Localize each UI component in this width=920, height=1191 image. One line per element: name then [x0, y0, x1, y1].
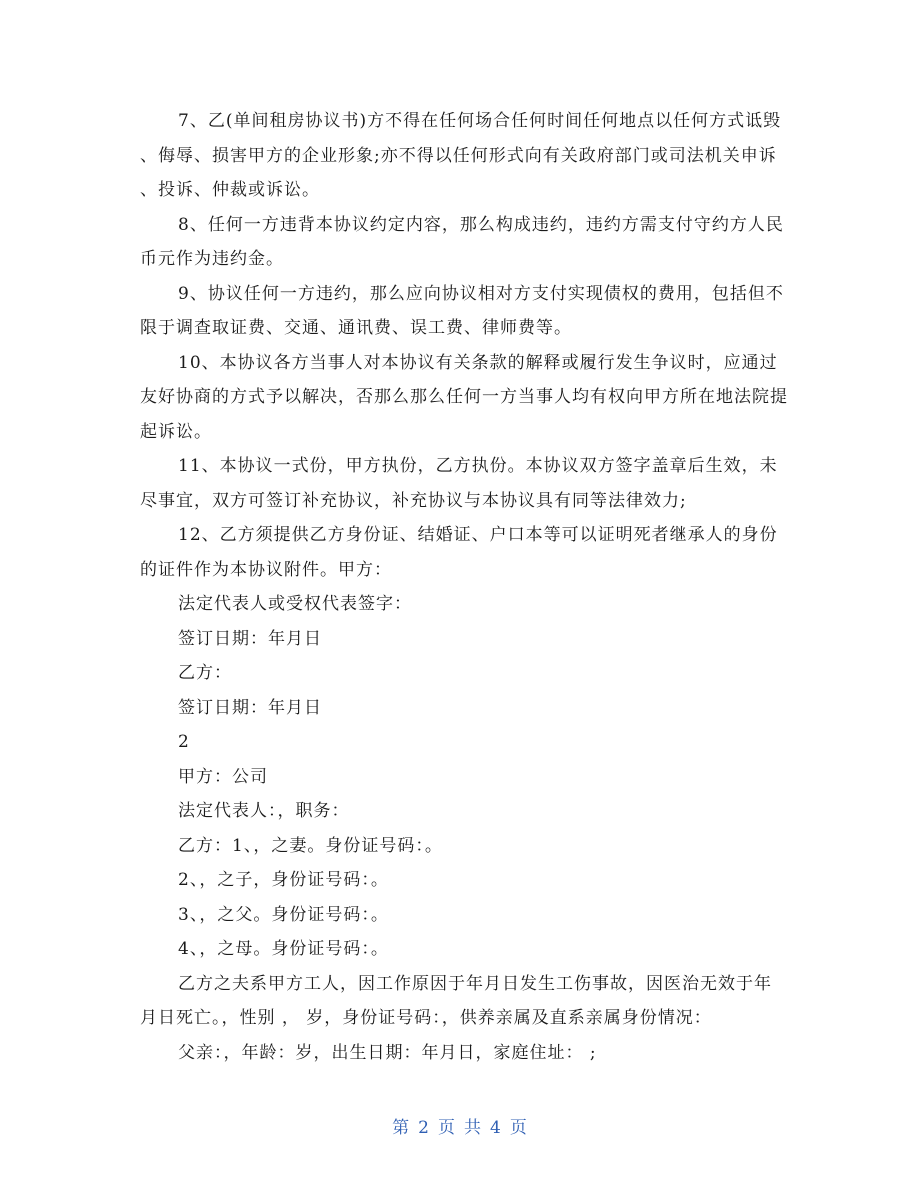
text-line: 甲方：公司 — [178, 766, 268, 787]
footer-label-total: 共 — [464, 1118, 482, 1138]
text-line: 签订日期：年月日 — [178, 628, 322, 649]
text-line: 2、，之子，身份证号码：。 — [178, 870, 389, 890]
text-line: 9、协议任何一方违约，那么应向协议相对方支付实现债权的费用，包括但不 — [178, 283, 784, 304]
footer-current-page: 2 — [418, 1118, 430, 1138]
footer-label-total-unit: 页 — [509, 1118, 528, 1138]
page-footer — [0, 1113, 920, 1138]
text-line: 4、，之母。身份证号码：。 — [178, 939, 389, 959]
text-line: 12、乙方须提供乙方身份证、结婚证、户口本等可以证明死者继承人的身份 — [178, 525, 778, 545]
text-line: 法定代表人：，职务： — [178, 801, 350, 821]
text-line: 8、任何一方违背本协议约定内容，那么构成违约，违约方需支付守约方人民 — [178, 214, 784, 235]
document-body — [140, 104, 800, 1070]
text-line: 7、乙(单间租房协议书)方不得在任何场合任何时间任何地点以任何方式诋毁 — [178, 111, 782, 131]
footer-label-page-unit: 页 — [438, 1118, 456, 1138]
text-line: 法定代表人或受权代表签字： — [178, 594, 412, 614]
text-line: 起诉讼。 — [140, 421, 212, 442]
text-line: 币元作为违约金。 — [140, 249, 284, 269]
text-line: 乙方之夫系甲方工人，因工作原因于年月日发生工伤事故，因医治无效于年 — [178, 973, 772, 994]
text-line: 、投诉、仲裁或诉讼。 — [140, 180, 320, 200]
text-line: 11、本协议一式份，甲方执份，乙方执份。本协议双方签字盖章后生效，未 — [178, 456, 778, 476]
text-line: 、侮辱、损害甲方的企业形象;亦不得以任何形式向有关政府部门或司法机关申诉 — [140, 145, 777, 166]
text-line: 的证件作为本协议附件。甲方： — [140, 559, 392, 580]
text-line: 月日死亡。，性别 ， 岁，身份证号码：，供养亲属及直系亲属身份情况： — [140, 1008, 712, 1028]
text-line: 友好协商的方式予以解决，否那么那么任何一方当事人均有权向甲方所在地法院提 — [140, 387, 788, 407]
text-line: 限于调查取证费、交通、通讯费、误工费、律师费等。 — [140, 318, 572, 338]
text-line: 10、本协议各方当事人对本协议有关条款的解释或履行发生争议时，应通过 — [178, 352, 778, 373]
footer-total-pages: 4 — [490, 1118, 502, 1138]
text-line: 父亲：，年龄：岁，出生日期：年月日，家庭住址： ; — [178, 1042, 597, 1063]
text-line: 3、，之父。身份证号码：。 — [178, 904, 389, 925]
text-line: 2 — [178, 732, 190, 752]
text-line: 乙方： — [178, 663, 232, 683]
text-line: 签订日期：年月日 — [178, 697, 322, 718]
text-line: 尽事宜，双方可签订补充协议，补充协议与本协议具有同等法律效力; — [140, 490, 687, 511]
footer-label-page: 第 — [392, 1118, 411, 1138]
text-line: 乙方：1、，之妻。身份证号码：。 — [178, 835, 443, 856]
